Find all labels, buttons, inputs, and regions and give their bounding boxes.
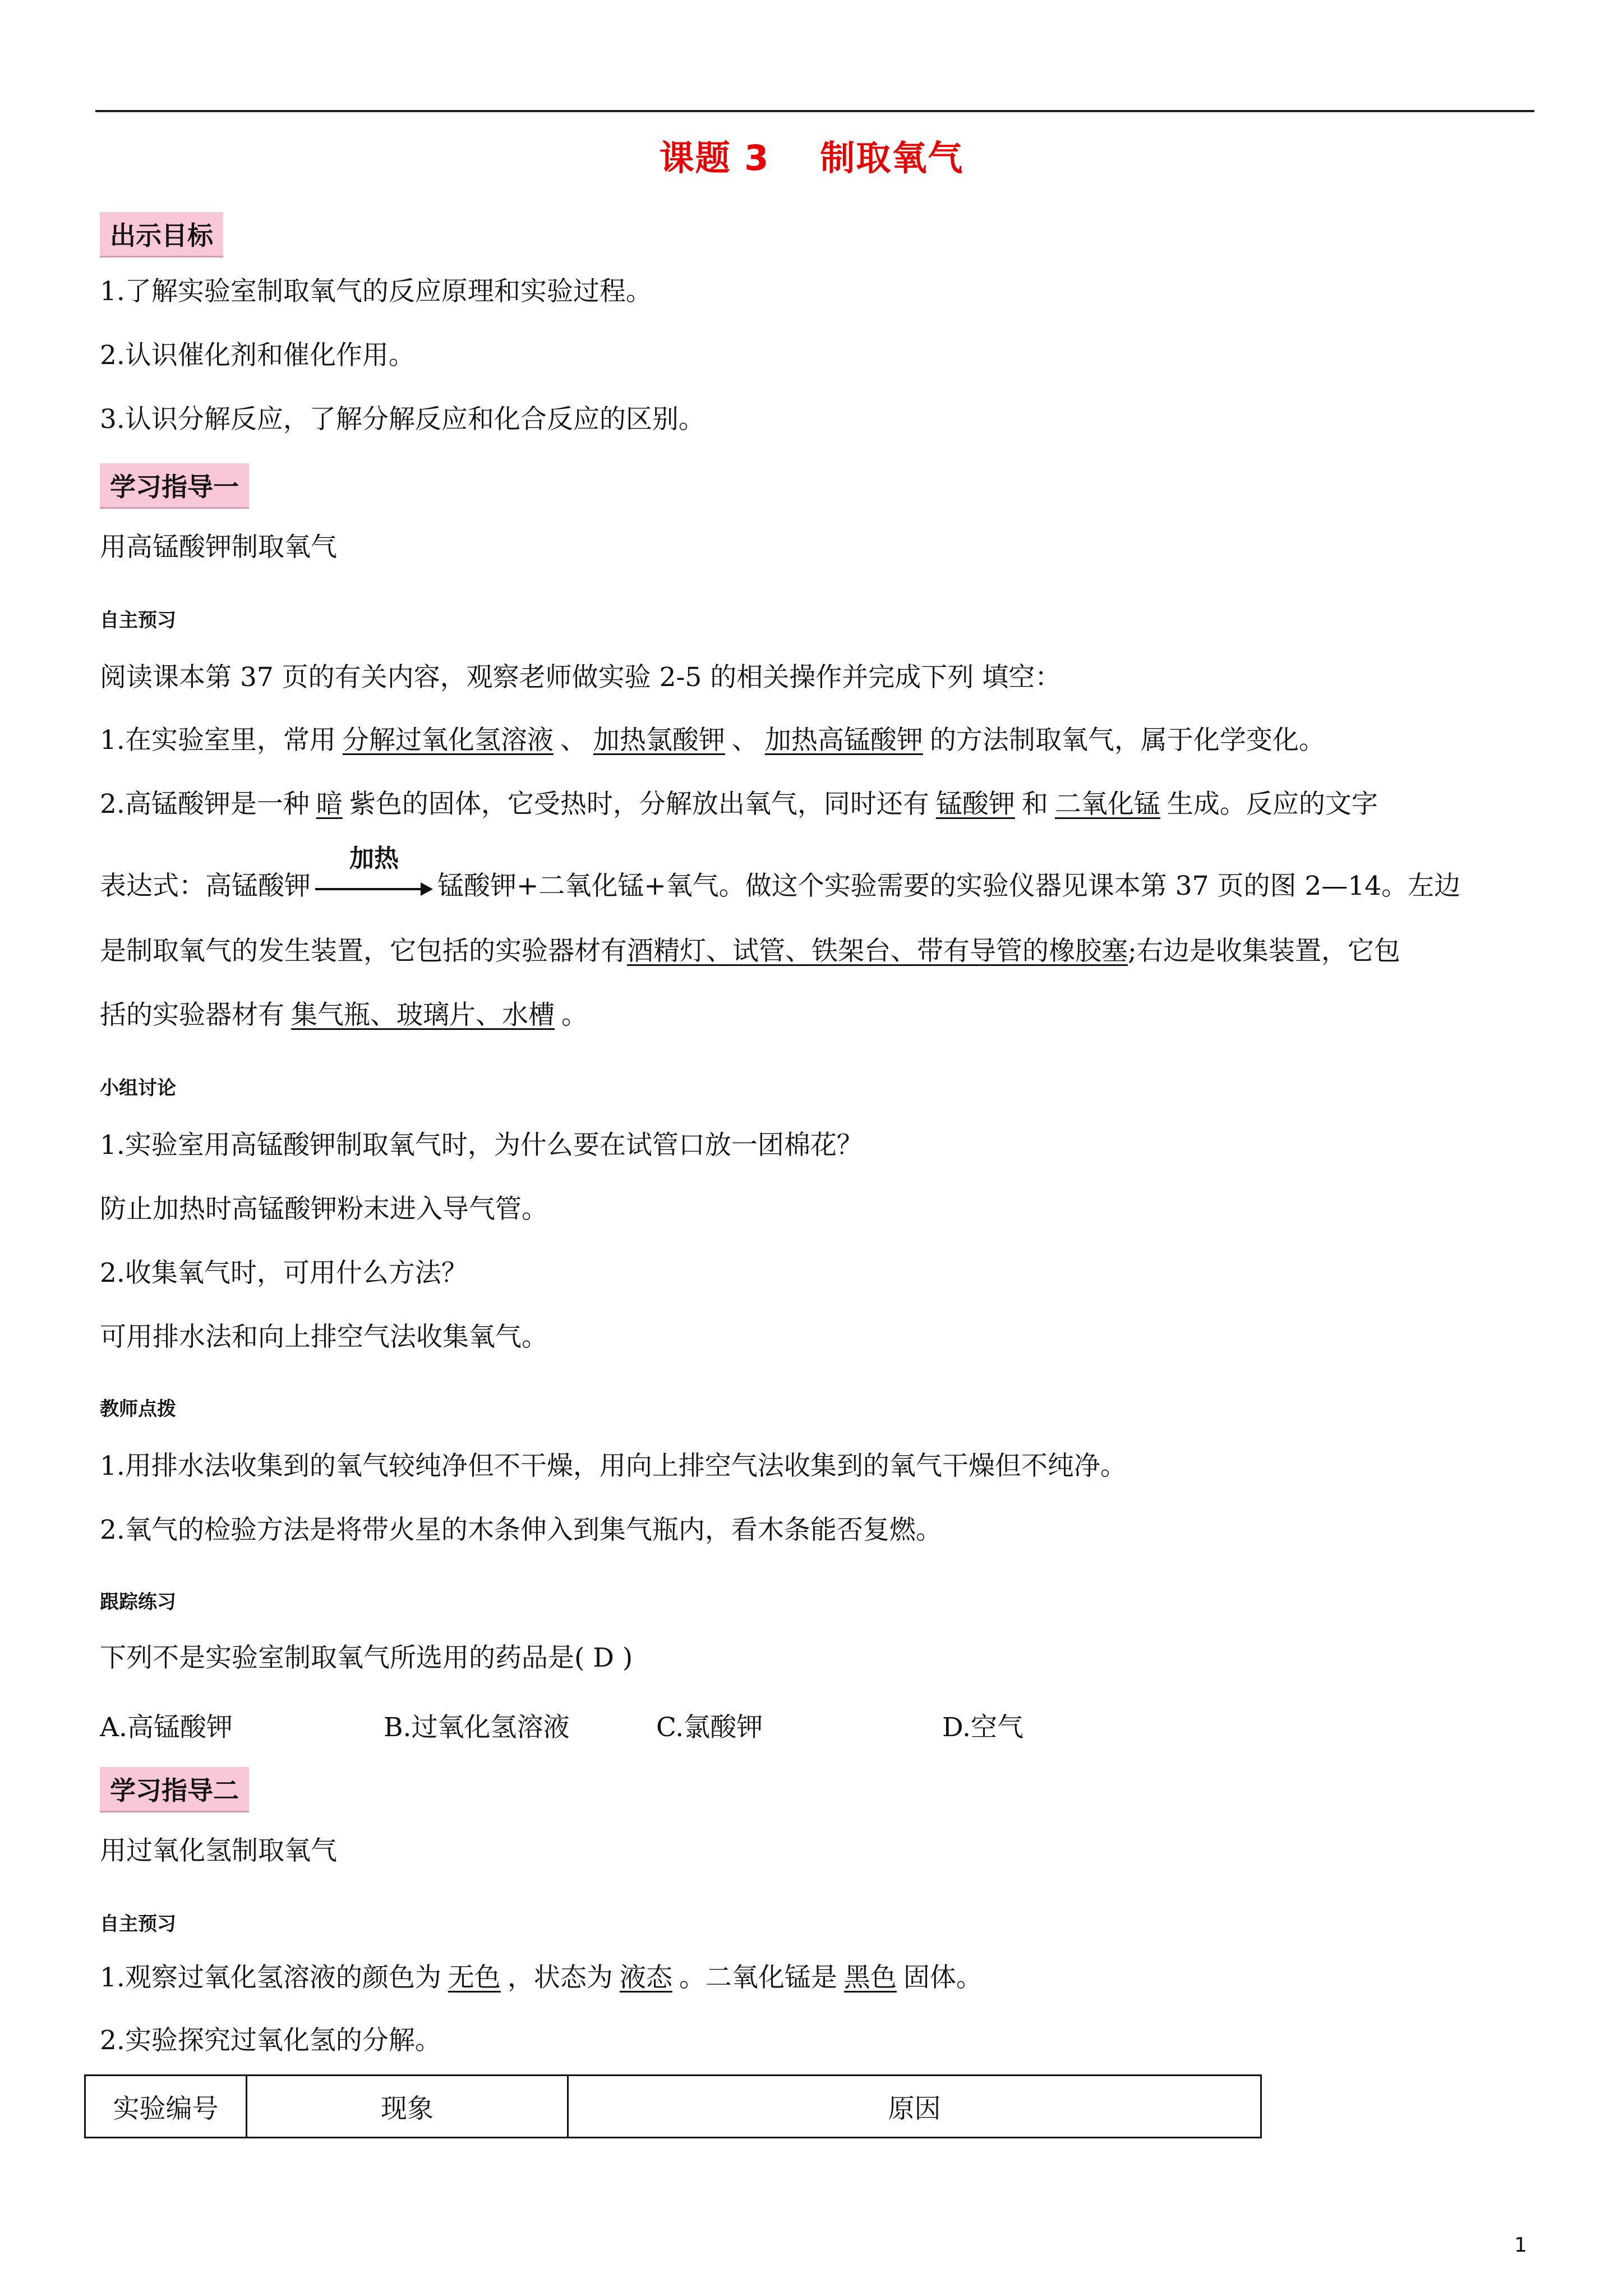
question-2-line-1: 2.高锰酸钾是一种 暗 紫色的固体，它受热时，分解放出氧气，同时还有 锰酸钾 和 二氧化锰 生成。反应的文字 (100, 789, 1378, 820)
table-header-id: 实验编号 (85, 2076, 247, 2138)
objective-2: 2.认识催化剂和催化作用。 (100, 340, 415, 371)
header-rule (95, 110, 1534, 112)
question-2-line-4: 括的实验器材有 集气瓶、玻璃片、水槽 。 (100, 1000, 588, 1030)
reaction-arrow (315, 844, 433, 899)
lesson-topic: 制取氧气 (820, 137, 964, 178)
page-title (0, 130, 1623, 180)
experiment-table (84, 2074, 1262, 2138)
lesson-number: 课题 3 (659, 137, 770, 178)
guide2-intro: 用过氧化氢制取氧气 (100, 1835, 337, 1866)
label-discussion: 小组讨论 (100, 1077, 176, 1099)
preview-instructions: 阅读课本第 37 页的有关内容，观察老师做实验 2-5 的相关操作并完成下列 填空： (100, 662, 1062, 693)
page-number: 1 (1514, 2234, 1527, 2257)
question-2-line-2: 表达式：高锰酸钾 加热 锰酸钾+二氧化锰+氧气。做这个实验需要的实验仪器见课本第 37 页的图 2—14。左边 (100, 844, 1461, 901)
table-header-reason: 原因 (568, 2076, 1261, 2138)
guide2-question-2: 2.实验探究过氧化氢的分解。 (100, 2025, 441, 2056)
practice-question: 下列不是实验室制取氧气所选用的药品是( D ) (100, 1642, 633, 1673)
section-heading-objectives: 出示目标 (100, 212, 223, 257)
option-d: D.空气 (942, 1712, 1023, 1743)
section-heading-guide1: 学习指导一 (100, 463, 249, 509)
answer-blank: 黑色 (843, 1962, 897, 1993)
reaction-condition: 加热 (349, 844, 399, 873)
section-heading-guide2: 学习指导二 (100, 1767, 249, 1812)
guide1-intro: 用高锰酸钾制取氧气 (100, 532, 337, 563)
table-header-phenomenon: 现象 (247, 2076, 568, 2138)
label-practice: 跟踪练习 (100, 1591, 176, 1613)
label-preview-2: 自主预习 (100, 1913, 176, 1935)
answer-blank: 液态 (619, 1962, 672, 1993)
answer-blank: 加热高锰酸钾 (764, 725, 923, 756)
teacher-tip-1: 1.用排水法收集到的氧气较纯净但不干燥，用向上排空气法收集到的氧气干燥但不纯净。 (100, 1451, 1127, 1481)
objective-1: 1.了解实验室制取氧气的反应原理和实验过程。 (100, 276, 652, 307)
label-preview-1: 自主预习 (100, 609, 176, 632)
discussion-line-2: 防止加热时高锰酸钾粉末进入导气管。 (100, 1194, 548, 1225)
question-2-line-3: 是制取氧气的发生装置，它包括的实验器材有酒精灯、试管、铁架台、带有导管的橡胶塞;右边是收集装置，它包 (100, 936, 1400, 967)
answer-blank: 暗 (316, 789, 343, 820)
option-b: B.过氧化氢溶液 (384, 1712, 570, 1743)
answer-blank: 二氧化锰 (1054, 789, 1160, 820)
answer-blank: 无色 (448, 1962, 501, 1993)
table-row (85, 2076, 1261, 2138)
answer-blank: 集气瓶、玻璃片、水槽 (291, 1000, 555, 1030)
option-c: C.氯酸钾 (656, 1712, 763, 1743)
answer-blank: 锰酸钾 (935, 789, 1015, 820)
answer-blank: 酒精灯、试管、铁架台、带有导管的橡胶塞 (627, 936, 1128, 967)
objective-3: 3.认识分解反应，了解分解反应和化合反应的区别。 (100, 404, 705, 435)
discussion-line-1: 1.实验室用高锰酸钾制取氧气时，为什么要在试管口放一团棉花？ (100, 1130, 863, 1161)
option-a: A.高锰酸钾 (100, 1712, 233, 1743)
guide2-question-1: 1.观察过氧化氢溶液的颜色为 无色 ，状态为 液态 。二氧化锰是 黑色 固体。 (100, 1962, 983, 1993)
answer-blank: 加热氯酸钾 (593, 725, 725, 756)
discussion-line-3: 2.收集氧气时，可用什么方法？ (100, 1258, 468, 1289)
label-teacher-tips: 教师点拨 (100, 1398, 176, 1420)
question-1: 1.在实验室里，常用 分解过氧化氢溶液 、 加热氯酸钾 、 加热高锰酸钾 的方法制取氧气，属于化学变化。 (100, 725, 1325, 756)
answer-blank: 分解过氧化氢溶液 (342, 725, 554, 756)
discussion-line-4: 可用排水法和向上排空气法收集氧气。 (100, 1322, 548, 1352)
teacher-tip-2: 2.氧气的检验方法是将带火星的木条伸入到集气瓶内，看木条能否复燃。 (100, 1515, 942, 1545)
